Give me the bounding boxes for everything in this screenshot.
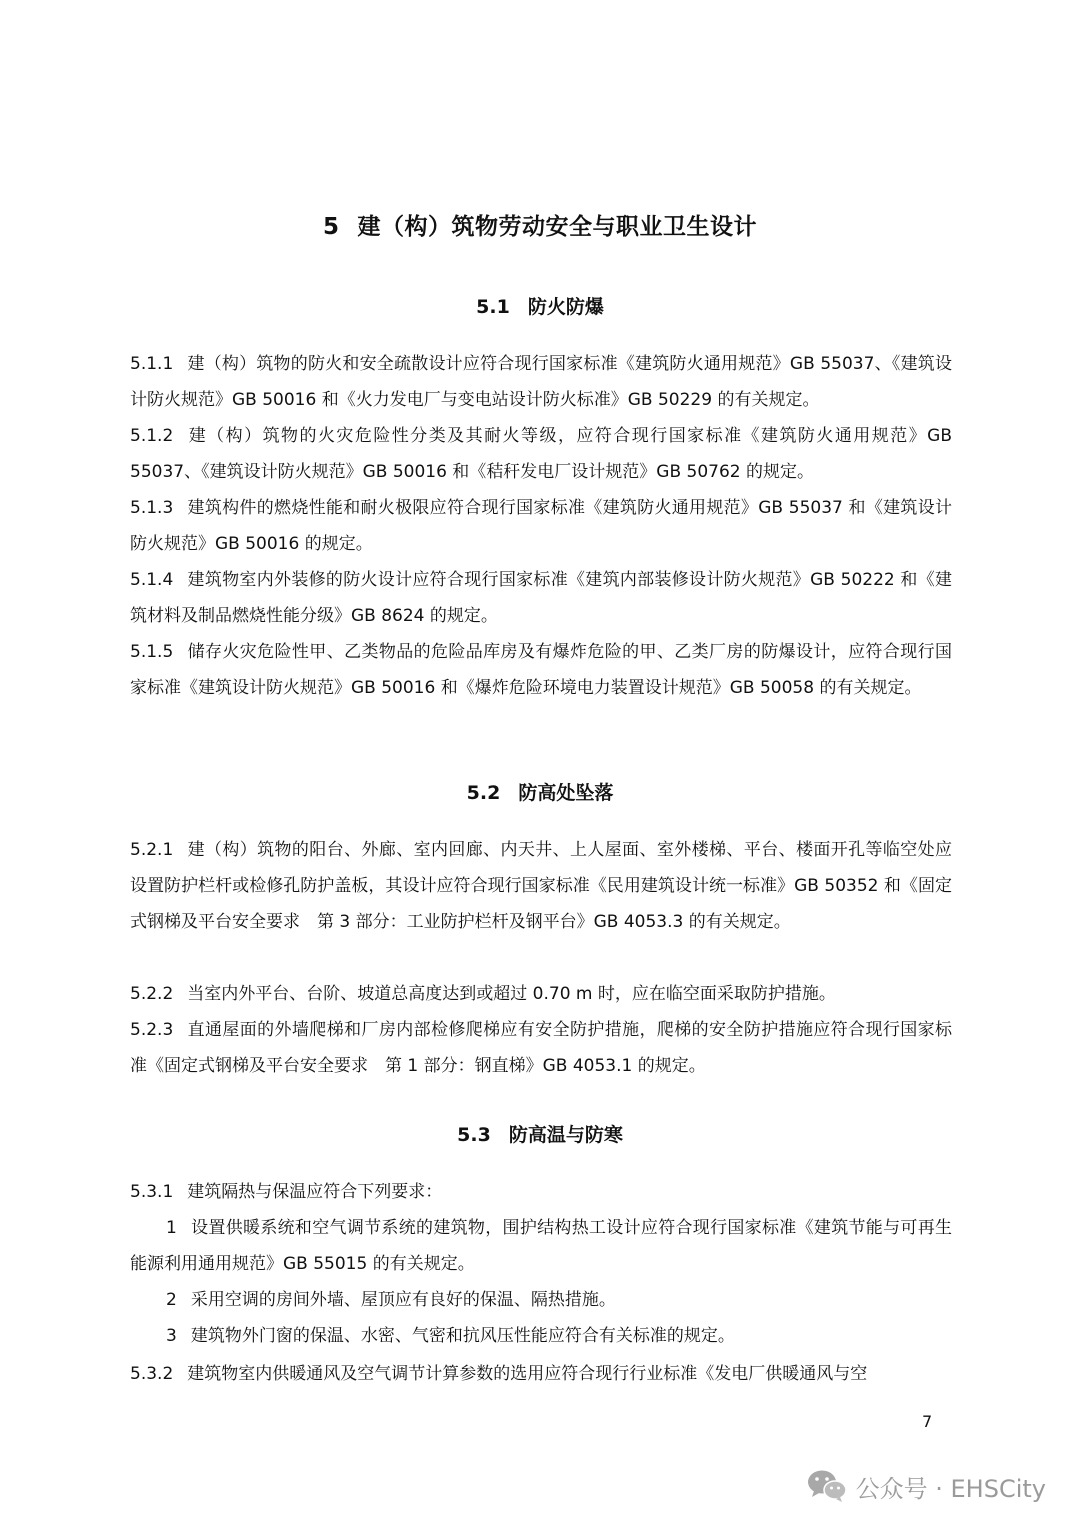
clause-text: 建筑物室内外装修的防火设计应符合现行国家标准《建筑内部装修设计防火规范》GB 50222 和《建筑材料及制品燃烧性能分级》GB 8624 的规定。 (130, 570, 952, 626)
item-number: 3 (166, 1326, 177, 1346)
section-title-5-3 (0, 1120, 1080, 1147)
clause-5-1-5 (130, 634, 952, 706)
section-title-text: 防火防爆 (527, 296, 604, 318)
chapter-title (0, 208, 1080, 241)
section-title-5-2 (0, 778, 1080, 805)
section-title-text: 防高处坠落 (518, 782, 614, 804)
wechat-icon (806, 1468, 848, 1504)
clause-text: 建（构）筑物的火灾危险性分类及其耐火等级，应符合现行国家标准《建筑防火通用规范》GB 55037、《建筑设计防火规范》GB 50016 和《秸秆发电厂设计规范》GB 50762 的规定。 (130, 426, 952, 482)
clause-number: 5.2.2 (130, 984, 174, 1004)
section-number: 5.1 (476, 296, 510, 318)
clause-text: 当室内外平台、台阶、坡道总高度达到或超过 0.70 m 时，应在临空面采取防护措施。 (187, 984, 836, 1004)
section-number: 5.3 (457, 1124, 491, 1146)
clause-number: 5.1.2 (130, 426, 174, 446)
list-item-1 (130, 1210, 952, 1282)
clause-5-1-4 (130, 562, 952, 634)
clause-text: 建筑物室内供暖通风及空气调节计算参数的选用应符合现行行业标准《发电厂供暖通风与空 (187, 1364, 868, 1384)
item-text: 采用空调的房间外墙、屋顶应有良好的保温、隔热措施。 (190, 1290, 616, 1310)
chapter-number: 5 (322, 214, 340, 240)
clause-number: 5.2.3 (130, 1020, 174, 1040)
section-title-text: 防高温与防寒 (508, 1124, 623, 1146)
clause-number: 5.3.2 (130, 1364, 174, 1384)
clause-5-1-1 (130, 346, 952, 418)
item-text: 建筑物外门窗的保温、水密、气密和抗风压性能应符合有关标准的规定。 (190, 1326, 735, 1346)
clause-text: 建（构）筑物的阳台、外廊、室内回廊、内天井、上人屋面、室外楼梯、平台、楼面开孔等临空处应设置防护栏杆或检修孔防护盖板，其设计应符合现行国家标准《民用建筑设计统一标准》GB 50352 和《固定式钢梯及平台安全要求 第 3 部分：工业防护栏杆及钢平台》GB 4053.3 的有关规定。 (130, 840, 952, 932)
clause-text: 建筑隔热与保温应符合下列要求： (187, 1182, 443, 1202)
clause-5-3-1 (130, 1174, 952, 1210)
item-number: 1 (166, 1218, 177, 1238)
clause-number: 5.1.4 (130, 570, 174, 590)
clause-number: 5.3.1 (130, 1182, 174, 1202)
clause-number: 5.2.1 (130, 840, 174, 860)
clause-number: 5.1.3 (130, 498, 174, 518)
list-item-2 (130, 1282, 952, 1318)
chapter-title-text: 建（构）筑物劳动安全与职业卫生设计 (357, 214, 757, 240)
page-number: 7 (922, 1412, 933, 1431)
item-number: 2 (166, 1290, 177, 1310)
clause-5-2-2 (130, 976, 952, 1012)
clause-5-1-2 (130, 418, 952, 490)
clause-number: 5.1.5 (130, 642, 174, 662)
clause-5-2-1 (130, 832, 952, 940)
section-number: 5.2 (466, 782, 501, 804)
section-title-5-1 (0, 292, 1080, 319)
clause-number: 5.1.1 (130, 354, 174, 374)
clause-5-1-3 (130, 490, 952, 562)
clause-text: 直通屋面的外墙爬梯和厂房内部检修爬梯应有安全防护措施，爬梯的安全防护措施应符合现行国家标准《固定式钢梯及平台安全要求 第 1 部分：钢直梯》GB 4053.1 的规定。 (130, 1020, 952, 1076)
clause-text: 储存火灾危险性甲、乙类物品的危险品库房及有爆炸危险的甲、乙类厂房的防爆设计，应符合现行国家标准《建筑设计防火规范》GB 50016 和《爆炸危险环境电力装置设计规范》GB 50058 的有关规定。 (130, 642, 952, 698)
watermark (806, 1466, 1046, 1506)
clause-text: 建（构）筑物的防火和安全疏散设计应符合现行国家标准《建筑防火通用规范》GB 55037、《建筑设计防火规范》GB 50016 和《火力发电厂与变电站设计防火标准》GB 50229 的有关规定。 (130, 354, 952, 410)
item-text: 设置供暖系统和空气调节系统的建筑物，围护结构热工设计应符合现行国家标准《建筑节能与可再生能源利用通用规范》GB 55015 的有关规定。 (130, 1218, 952, 1274)
list-item-3 (130, 1318, 952, 1354)
clause-text: 建筑构件的燃烧性能和耐火极限应符合现行国家标准《建筑防火通用规范》GB 55037 和《建筑设计防火规范》GB 50016 的规定。 (130, 498, 952, 554)
clause-5-2-3 (130, 1012, 952, 1084)
watermark-text: 公众号 · EHSCity (855, 1474, 1046, 1503)
clause-5-3-2 (130, 1356, 952, 1392)
